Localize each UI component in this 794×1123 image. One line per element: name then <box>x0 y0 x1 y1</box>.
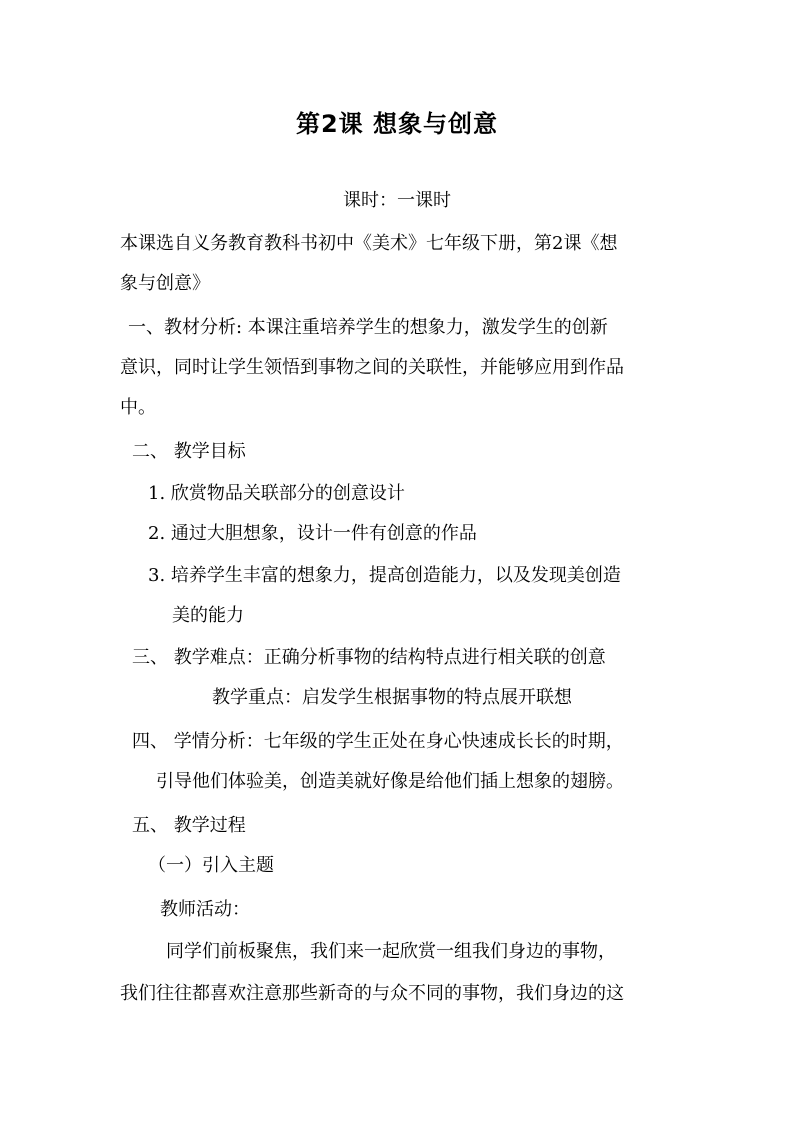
section-5-heading: 五、 教学过程 <box>132 815 246 836</box>
section-1-line-2: 意识，同时让学生领悟到事物之间的关联性，并能够应用到作品 <box>120 357 624 378</box>
objective-item-2: 2. 通过大胆想象，设计一件有创意的作品 <box>148 523 477 544</box>
section-1-line-3: 中。 <box>120 397 156 418</box>
teacher-paragraph-line-1: 同学们前板聚焦，我们来一起欣赏一组我们身边的事物， <box>166 941 616 962</box>
class-hours: 课时：一课时 <box>343 190 451 211</box>
intro-line-1: 本课选自义务教育教科书初中《美术》七年级下册，第2课《想 <box>120 233 618 254</box>
objective-item-3: 3. 培养学生丰富的想象力，提高创造能力，以及发现美创造 <box>148 565 621 586</box>
section-4-line-1: 四、 学情分析：七年级的学生正处在身心快速成长长的时期， <box>132 731 624 752</box>
page-title: 第2课 想象与创意 <box>295 110 499 138</box>
section-5-subheading: （一）引入主题 <box>148 855 274 876</box>
objective-item-3-continued: 美的能力 <box>172 605 244 626</box>
teacher-activity-label: 教师活动： <box>160 899 250 920</box>
teacher-paragraph-line-2: 我们往往都喜欢注意那些新奇的与众不同的事物，我们身边的这 <box>120 983 624 1004</box>
section-1-line-1: 一、教材分析: 本课注重培养学生的想象力，激发学生的创新 <box>128 317 608 338</box>
section-4-line-2: 引导他们体验美，创造美就好像是给他们插上想象的翅膀。 <box>156 771 624 792</box>
section-3-key-point: 教学重点：启发学生根据事物的特点展开联想 <box>212 687 572 708</box>
objective-item-1: 1. 欣赏物品关联部分的创意设计 <box>148 483 405 504</box>
intro-line-2: 象与创意》 <box>120 273 210 294</box>
section-3-difficulty: 三、 教学难点：正确分析事物的结构特点进行相关联的创意 <box>132 647 606 668</box>
section-2-heading: 二、 教学目标 <box>132 441 246 462</box>
